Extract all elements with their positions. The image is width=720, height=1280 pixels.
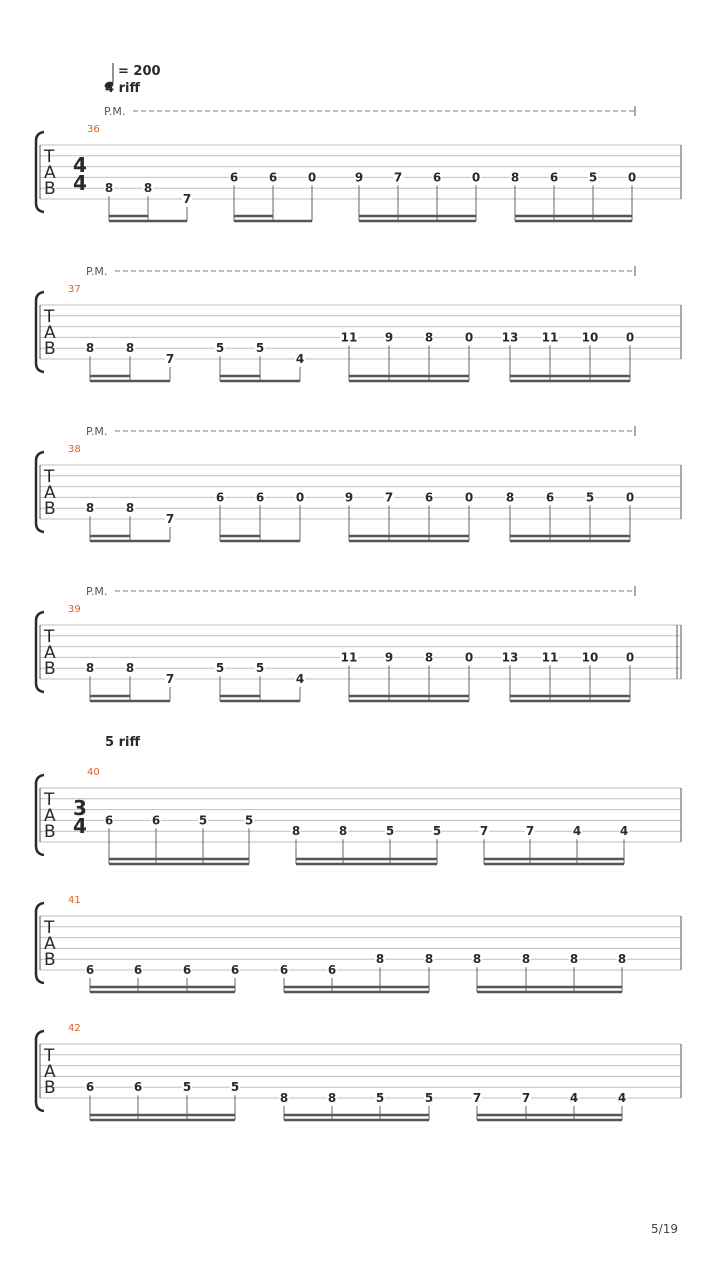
section-label: 4 riff <box>105 81 140 96</box>
fret-number: 4 <box>572 824 582 839</box>
fret-number: 6 <box>182 963 192 977</box>
fret-number: 8 <box>424 952 434 967</box>
fret-number: 0 <box>307 170 317 185</box>
fret-number: 4 <box>295 352 305 366</box>
fret-number: 8 <box>125 501 135 516</box>
fret-number: 0 <box>625 330 635 345</box>
tab-clef-letter: A <box>44 643 56 663</box>
tempo-value: = 200 <box>118 64 161 79</box>
fret-number: 8 <box>327 1091 337 1105</box>
tab-clef-letter: B <box>44 659 56 679</box>
tab-clef-letter: A <box>44 163 56 183</box>
fret-number: 6 <box>230 963 240 977</box>
fret-number: 6 <box>85 963 95 977</box>
palm-mute-label: P.M. <box>86 425 108 438</box>
fret-number: 7 <box>525 824 535 839</box>
fret-number: 4 <box>617 1091 627 1105</box>
fret-number: 6 <box>268 170 278 185</box>
fret-number: 6 <box>104 813 114 828</box>
fret-number: 7 <box>393 170 403 185</box>
fret-number: 7 <box>472 1091 482 1105</box>
section-label: 5 riff <box>105 735 140 750</box>
fret-number: 5 <box>255 341 265 356</box>
fret-number: 5 <box>198 813 208 828</box>
tab-clef-letter: A <box>44 1062 56 1082</box>
fret-number: 8 <box>510 170 520 185</box>
fret-number: 9 <box>354 170 364 185</box>
fret-number: 10 <box>581 330 599 345</box>
fret-number: 4 <box>569 1091 579 1105</box>
fret-number: 5 <box>588 170 598 185</box>
tab-clef-letter: B <box>44 1078 56 1098</box>
time-signature-digit: 4 <box>73 814 87 838</box>
fret-number: 6 <box>229 170 239 185</box>
fret-number: 6 <box>133 1080 143 1095</box>
tab-clef-letter: A <box>44 934 56 954</box>
fret-number: 8 <box>104 181 114 196</box>
fret-number: 6 <box>424 490 434 505</box>
fret-number: 8 <box>424 650 434 665</box>
fret-number: 6 <box>432 170 442 185</box>
fret-number: 8 <box>291 824 301 839</box>
fret-number: 13 <box>501 330 519 345</box>
fret-number: 7 <box>521 1091 531 1105</box>
tab-system <box>36 895 681 992</box>
fret-number: 5 <box>255 661 265 676</box>
fret-number: 8 <box>85 661 95 676</box>
fret-number: 11 <box>340 650 358 665</box>
tab-clef-letter: T <box>44 627 55 647</box>
fret-number: 5 <box>375 1091 385 1105</box>
fret-number: 8 <box>569 952 579 967</box>
palm-mute-label: P.M. <box>86 265 108 278</box>
fret-number: 6 <box>255 490 265 505</box>
tab-system <box>36 585 681 701</box>
fret-number: 7 <box>384 490 394 505</box>
fret-number: 10 <box>581 650 599 665</box>
tab-clef-letter: A <box>44 323 56 343</box>
fret-number: 9 <box>344 490 354 505</box>
time-signature-digit: 3 <box>73 796 87 820</box>
fret-number: 5 <box>182 1080 192 1095</box>
tab-system <box>36 81 681 221</box>
tab-clef-letter: B <box>44 950 56 970</box>
fret-number: 7 <box>165 512 175 526</box>
tab-clef-letter: T <box>44 790 55 810</box>
fret-number: 8 <box>338 824 348 839</box>
fret-number: 5 <box>432 824 442 839</box>
fret-number: 6 <box>549 170 559 185</box>
fret-number: 8 <box>143 181 153 196</box>
fret-number: 11 <box>541 650 559 665</box>
palm-mute-label: P.M. <box>86 585 108 598</box>
time-signature-digit: 4 <box>73 171 87 195</box>
fret-number: 8 <box>505 490 515 505</box>
fret-number: 5 <box>244 813 254 828</box>
fret-number: 8 <box>424 330 434 345</box>
palm-mute-label: P.M. <box>104 105 126 118</box>
fret-number: 5 <box>585 490 595 505</box>
fret-number: 8 <box>279 1091 289 1105</box>
fret-number: 8 <box>617 952 627 967</box>
measure-number: 36 <box>87 124 100 135</box>
fret-number: 5 <box>215 661 225 676</box>
fret-number: 5 <box>215 341 225 356</box>
measure-number: 38 <box>68 444 81 455</box>
fret-number: 7 <box>165 352 175 366</box>
fret-number: 7 <box>182 192 192 206</box>
tab-system <box>36 425 681 541</box>
fret-number: 9 <box>384 650 394 665</box>
tab-clef-letter: B <box>44 499 56 519</box>
measure-number: 37 <box>68 284 81 295</box>
measure-number: 40 <box>87 767 100 778</box>
fret-number: 11 <box>340 330 358 345</box>
fret-number: 8 <box>85 341 95 356</box>
fret-number: 6 <box>215 490 225 505</box>
fret-number: 11 <box>541 330 559 345</box>
fret-number: 8 <box>375 952 385 967</box>
fret-number: 0 <box>464 650 474 665</box>
fret-number: 0 <box>625 490 635 505</box>
fret-number: 8 <box>125 661 135 676</box>
fret-number: 7 <box>479 824 489 839</box>
tab-system <box>36 265 681 381</box>
fret-number: 0 <box>627 170 637 185</box>
fret-number: 0 <box>464 490 474 505</box>
tab-clef-letter: T <box>44 147 55 167</box>
tab-clef-letter: T <box>44 467 55 487</box>
fret-number: 7 <box>165 672 175 686</box>
time-signature-digit: 4 <box>73 153 87 177</box>
measure-number: 42 <box>68 1023 81 1034</box>
fret-number: 0 <box>471 170 481 185</box>
measure-number: 39 <box>68 604 81 615</box>
measure-number: 41 <box>68 895 81 906</box>
fret-number: 13 <box>501 650 519 665</box>
tab-clef-letter: A <box>44 806 56 826</box>
fret-number: 8 <box>125 341 135 356</box>
fret-number: 5 <box>385 824 395 839</box>
fret-number: 5 <box>424 1091 434 1105</box>
fret-number: 4 <box>295 672 305 686</box>
fret-number: 0 <box>625 650 635 665</box>
tab-system <box>36 1023 681 1120</box>
fret-number: 8 <box>521 952 531 967</box>
fret-number: 6 <box>279 963 289 977</box>
fret-number: 0 <box>464 330 474 345</box>
fret-number: 6 <box>133 963 143 977</box>
tab-clef-letter: T <box>44 918 55 938</box>
tab-system <box>36 735 681 864</box>
fret-number: 9 <box>384 330 394 345</box>
tab-clef-letter: A <box>44 483 56 503</box>
page-number: 5/19 <box>651 1222 678 1236</box>
tab-clef-letter: T <box>44 1046 55 1066</box>
fret-number: 6 <box>327 963 337 977</box>
fret-number: 6 <box>85 1080 95 1095</box>
fret-number: 6 <box>545 490 555 505</box>
tab-clef-letter: B <box>44 179 56 199</box>
fret-number: 0 <box>295 490 305 505</box>
tab-clef-letter: B <box>44 822 56 842</box>
tab-clef-letter: T <box>44 307 55 327</box>
fret-number: 4 <box>619 824 629 839</box>
fret-number: 6 <box>151 813 161 828</box>
fret-number: 5 <box>230 1080 240 1095</box>
tab-clef-letter: B <box>44 339 56 359</box>
fret-number: 8 <box>85 501 95 516</box>
fret-number: 8 <box>472 952 482 967</box>
